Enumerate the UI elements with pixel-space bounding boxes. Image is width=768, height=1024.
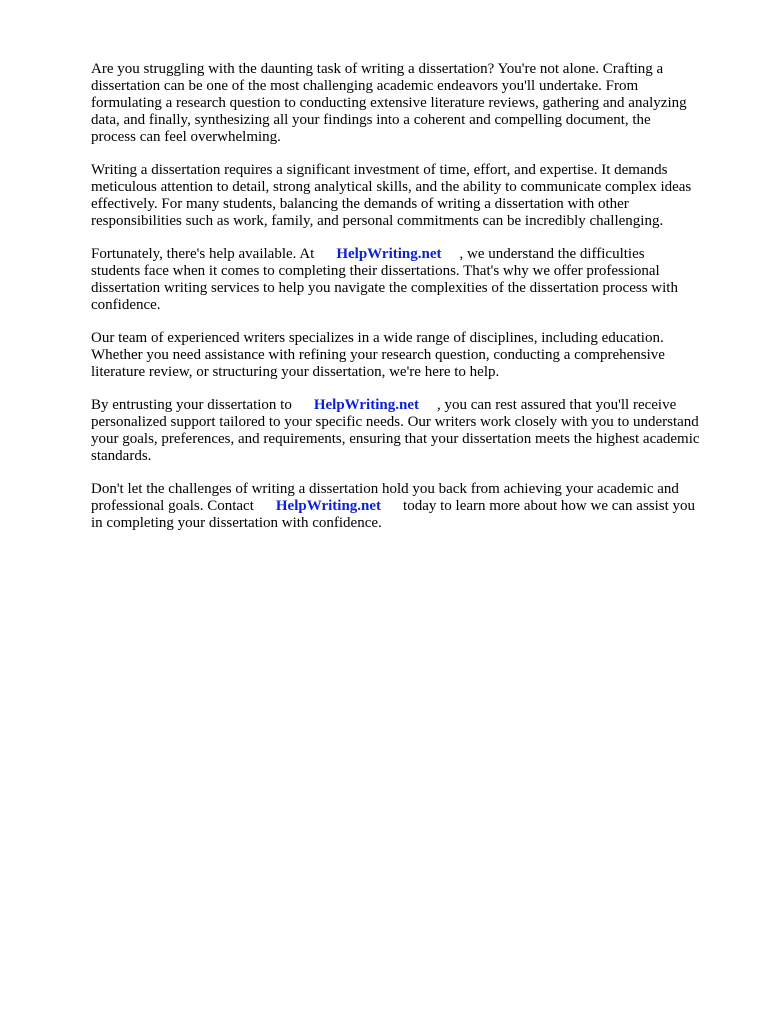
text-line: personalized support tailored to your specific needs. Our writers work closely with you to understand [91, 414, 699, 430]
text-line [91, 246, 731, 263]
text-fragment: , you can rest assured that you'll receive [436, 397, 677, 413]
document-page [91, 61, 731, 548]
text-line: responsibilities such as work, family, and personal commitments can be incredibly challenging. [91, 213, 664, 229]
paragraph-requirements [91, 162, 731, 230]
helpwriting-link[interactable]: HelpWriting.net [313, 397, 419, 413]
text-line: dissertation can be one of the most challenging academic endeavors you'll undertake. From [91, 78, 639, 94]
text-line [91, 397, 731, 414]
text-fragment: professional goals. Contact [91, 498, 254, 514]
text-line: your goals, preferences, and requirements, ensuring that your dissertation meets the highest academic [91, 431, 700, 447]
text-line: Are you struggling with the daunting task of writing a dissertation? You're not alone. Crafting a [91, 61, 664, 77]
text-fragment: , we understand the difficulties [459, 246, 645, 262]
text-fragment: Fortunately, there's help available. At [91, 246, 315, 262]
paragraph-team [91, 330, 731, 381]
text-line [91, 498, 731, 515]
text-line: Don't let the challenges of writing a dissertation hold you back from achieving your academic and [91, 481, 679, 497]
text-line: students face when it comes to completing their dissertations. That's why we offer professional [91, 263, 660, 279]
text-line: confidence. [91, 297, 161, 313]
text-line: formulating a research question to conducting extensive literature reviews, gathering and analyzing [91, 95, 687, 111]
paragraph-contact [91, 481, 731, 532]
text-fragment: today to learn more about how we can assist you [403, 498, 696, 514]
helpwriting-link[interactable]: HelpWriting.net [275, 498, 382, 514]
text-line: standards. [91, 448, 152, 464]
paragraph-entrusting [91, 397, 731, 465]
paragraph-intro [91, 61, 731, 146]
helpwriting-link[interactable]: HelpWriting.net [336, 246, 442, 262]
paragraph-help-available [91, 246, 731, 314]
text-line: data, and finally, synthesizing all your findings into a coherent and compelling document, the [91, 112, 651, 128]
text-line: literature review, or structuring your dissertation, we're here to help. [91, 364, 500, 380]
text-line: Our team of experienced writers specializes in a wide range of disciplines, including education. [91, 330, 664, 346]
text-fragment: By entrusting your dissertation to [91, 397, 292, 413]
text-line: Whether you need assistance with refining your research question, conducting a comprehensive [91, 347, 665, 363]
text-line: in completing your dissertation with confidence. [91, 515, 382, 531]
text-line: dissertation writing services to help you navigate the complexities of the dissertation process with [91, 280, 678, 296]
text-line: effectively. For many students, balancing the demands of writing a dissertation with other [91, 196, 629, 212]
text-line: meticulous attention to detail, strong analytical skills, and the ability to communicate complex ideas [91, 179, 692, 195]
text-line: process can feel overwhelming. [91, 129, 281, 145]
text-line: Writing a dissertation requires a significant investment of time, effort, and expertise. It demands [91, 162, 668, 178]
